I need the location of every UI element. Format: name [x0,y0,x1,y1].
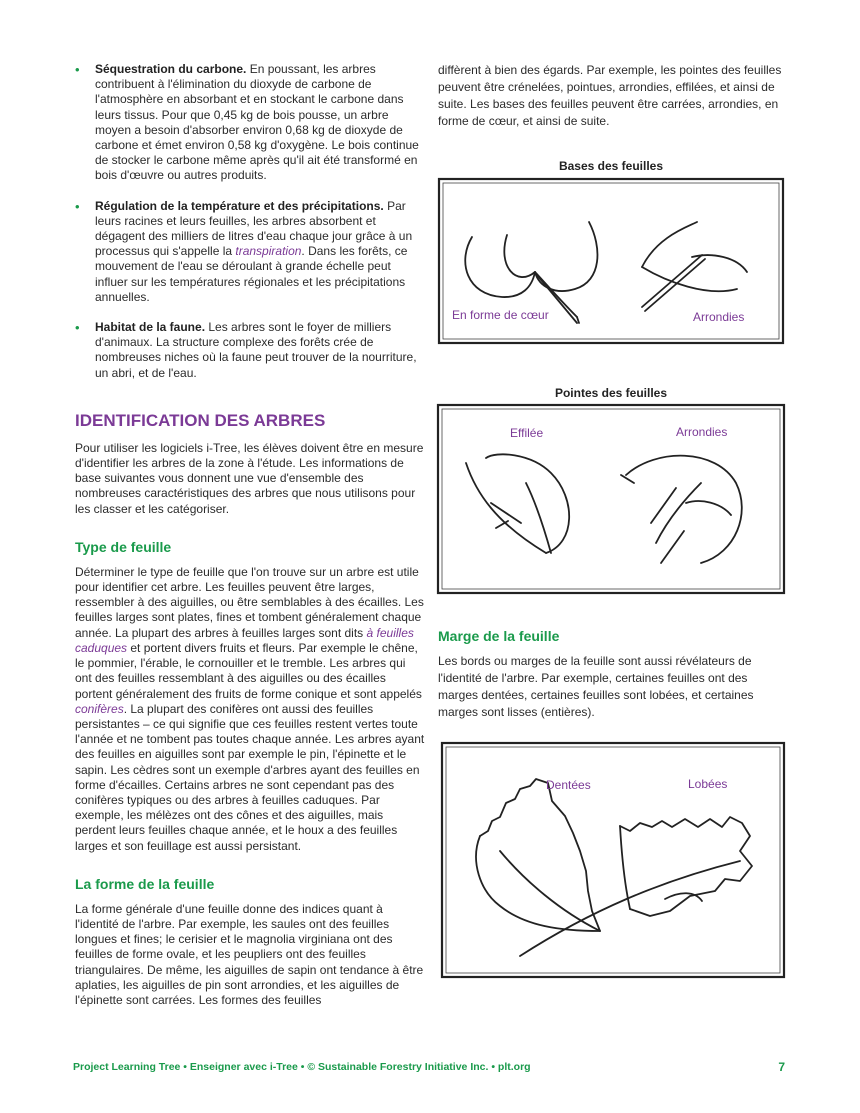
bullet-text: . Dans les forêts, ce mouvement de l'eau se déroulant à grande échelle peut influer sur les températures régionales et les précipitations annuelles. [95,244,408,304]
glossary-term: à feuilles caduques [75,625,414,655]
list-item [75,320,425,381]
text-span: . La plupart des conifères ont aussi des feuilles persistantes – ce qui signifie que ces feuilles restent vertes toute l'année et ne tombent pas toutes chaque année. Les arbres ayant des feuilles en aiguilles sont par exemple le pin, l'épinette et le sapin. Les cèdres sont un exemple d'arbres ayant des feuilles en forme d'écailles. Certains arbres ne sont cependant pas des conifères typiques ou des arbres à feuilles caduques. Par exemple, les mélèzes ont des cônes et des aiguilles, mais perdent leurs feuilles chaque année, et le houx a des feuilles larges et son feuillage est aussi persistant. [75,701,425,853]
text-span: et portent divers fruits et fleurs. Par exemple le chêne, le pommier, l'érable, le cornouiller et le tremble. Les arbres qui ont des feuilles ressemblant à des aiguilles ou des écailles portent généralement des fruits de forme conique et sont appelés [75,640,422,701]
bullet-text: En poussant, les arbres contribuent à l'élimination du dioxyde de carbone de l'atmosphère en absorbant et en stockant le carbone dans leurs tissus. Pour que 0,45 kg de bois pousse, un arbre moyen a besoin d'absorber environ 0,68 kg de dioxyde de carbone et émet environ 0,58 kg d'oxygène. Le bois continue de stocker le carbone même après qu'il ait été transformé en bois d'œuvre ou autres produits. [95,62,419,183]
text-span: Déterminer le type de feuille que l'on trouve sur un arbre est utile pour identifier cet arbre. Les feuilles peuvent être larges, ressembler à des aiguilles, ou être semblables à des écailles. Les feuilles larges sont plates, fines et tombent généralement chaque année. La plupart des arbres à feuilles larges sont dits [75,564,424,640]
label-lobed: Lobées [688,777,728,791]
label-heart: En forme de cœur [452,308,549,322]
page-footer [73,1061,785,1073]
section-heading: IDENTIFICATION DES ARBRES [75,410,326,430]
figure-title: Pointes des feuilles [554,386,668,400]
label-toothed: Dentées [546,778,591,792]
leaf-margins-figure [440,741,786,979]
bullet-title: Régulation de la température et des précipitations. [95,198,384,213]
figure-title: Bases des feuilles [558,159,664,173]
paragraph [75,565,425,854]
glossary-term: conifères [75,701,124,716]
footer-text: Project Learning Tree • Enseigner avec i-Tree • © Sustainable Forestry Initiative Inc. • plt.org [73,1061,531,1073]
label-rounded: Arrondies [676,425,728,439]
bullet-text: Les arbres sont le foyer de milliers d'animaux. La structure complexe des forêts crée de nombreuses niches où la faune peut trouver de la nourriture, un abri, et de l'eau. [95,320,417,380]
right-column-bottom [438,626,784,721]
label-rounded: Arrondies [693,310,745,324]
benefits-list [75,62,425,381]
paragraph-continued: diffèrent à bien des égards. Par exemple, les pointes des feuilles peuvent être crénelées, pointues, arrondies, effilées, et ainsi de suite. Les bases des feuilles peuvent être carrées, arrondies, en forme de cœur, et ainsi de suite. [438,63,782,128]
paragraph: Les bords ou marges de la feuille sont aussi révélateurs de l'identité de l'arbre. Par exemple, certaines feuilles ont des marges dentées, certaines feuilles sont lobées, et certaines marges sont lisses (entières). [438,654,754,719]
paragraph: La forme générale d'une feuille donne des indices quant à l'identité de l'arbre. Par exemple, les saules ont des feuilles longues et fines; le cerisier et le magnolia virginiana ont des feuilles de forme ovale, et les peupliers ont des feuilles triangulaires. De même, les aiguilles de sapin ont tendance à être aplaties, les aiguilles de pin sont arrondies, et les aiguilles de l'épinette sont carrées. Les formes des feuilles [75,901,424,1007]
leaf-bases-figure [437,177,785,345]
list-item [75,199,425,305]
bullet-text: Par leurs racines et leurs feuilles, les arbres absorbent et dégagent des milliers de litres d'eau chaque jour grâce à un processus qui s'appelle la [95,198,413,259]
list-item [75,62,425,184]
glossary-term: transpiration [235,244,302,259]
page-number: 7 [778,1060,785,1074]
subsection-heading: Marge de la feuille [438,628,560,644]
subsection-heading: Type de feuille [75,538,172,555]
bullet-title: Séquestration du carbone. [95,62,247,76]
subsection-heading: La forme de la feuille [75,875,215,892]
leaf-tips-figure [436,403,786,595]
left-column [75,62,425,1008]
right-column-top [438,62,784,130]
paragraph: Pour utiliser les logiciels i-Tree, les élèves doivent être en mesure d'identifier les arbres de la zone à l'étude. Les informations de base suivantes vous donnent une vue d'ensemble des nombreuses caractéristiques des arbres que nous utilisons pour les classer et les catégoriser. [75,440,424,516]
bullet-title: Habitat de la faune. [95,320,206,335]
label-tapered: Effilée [510,426,544,440]
